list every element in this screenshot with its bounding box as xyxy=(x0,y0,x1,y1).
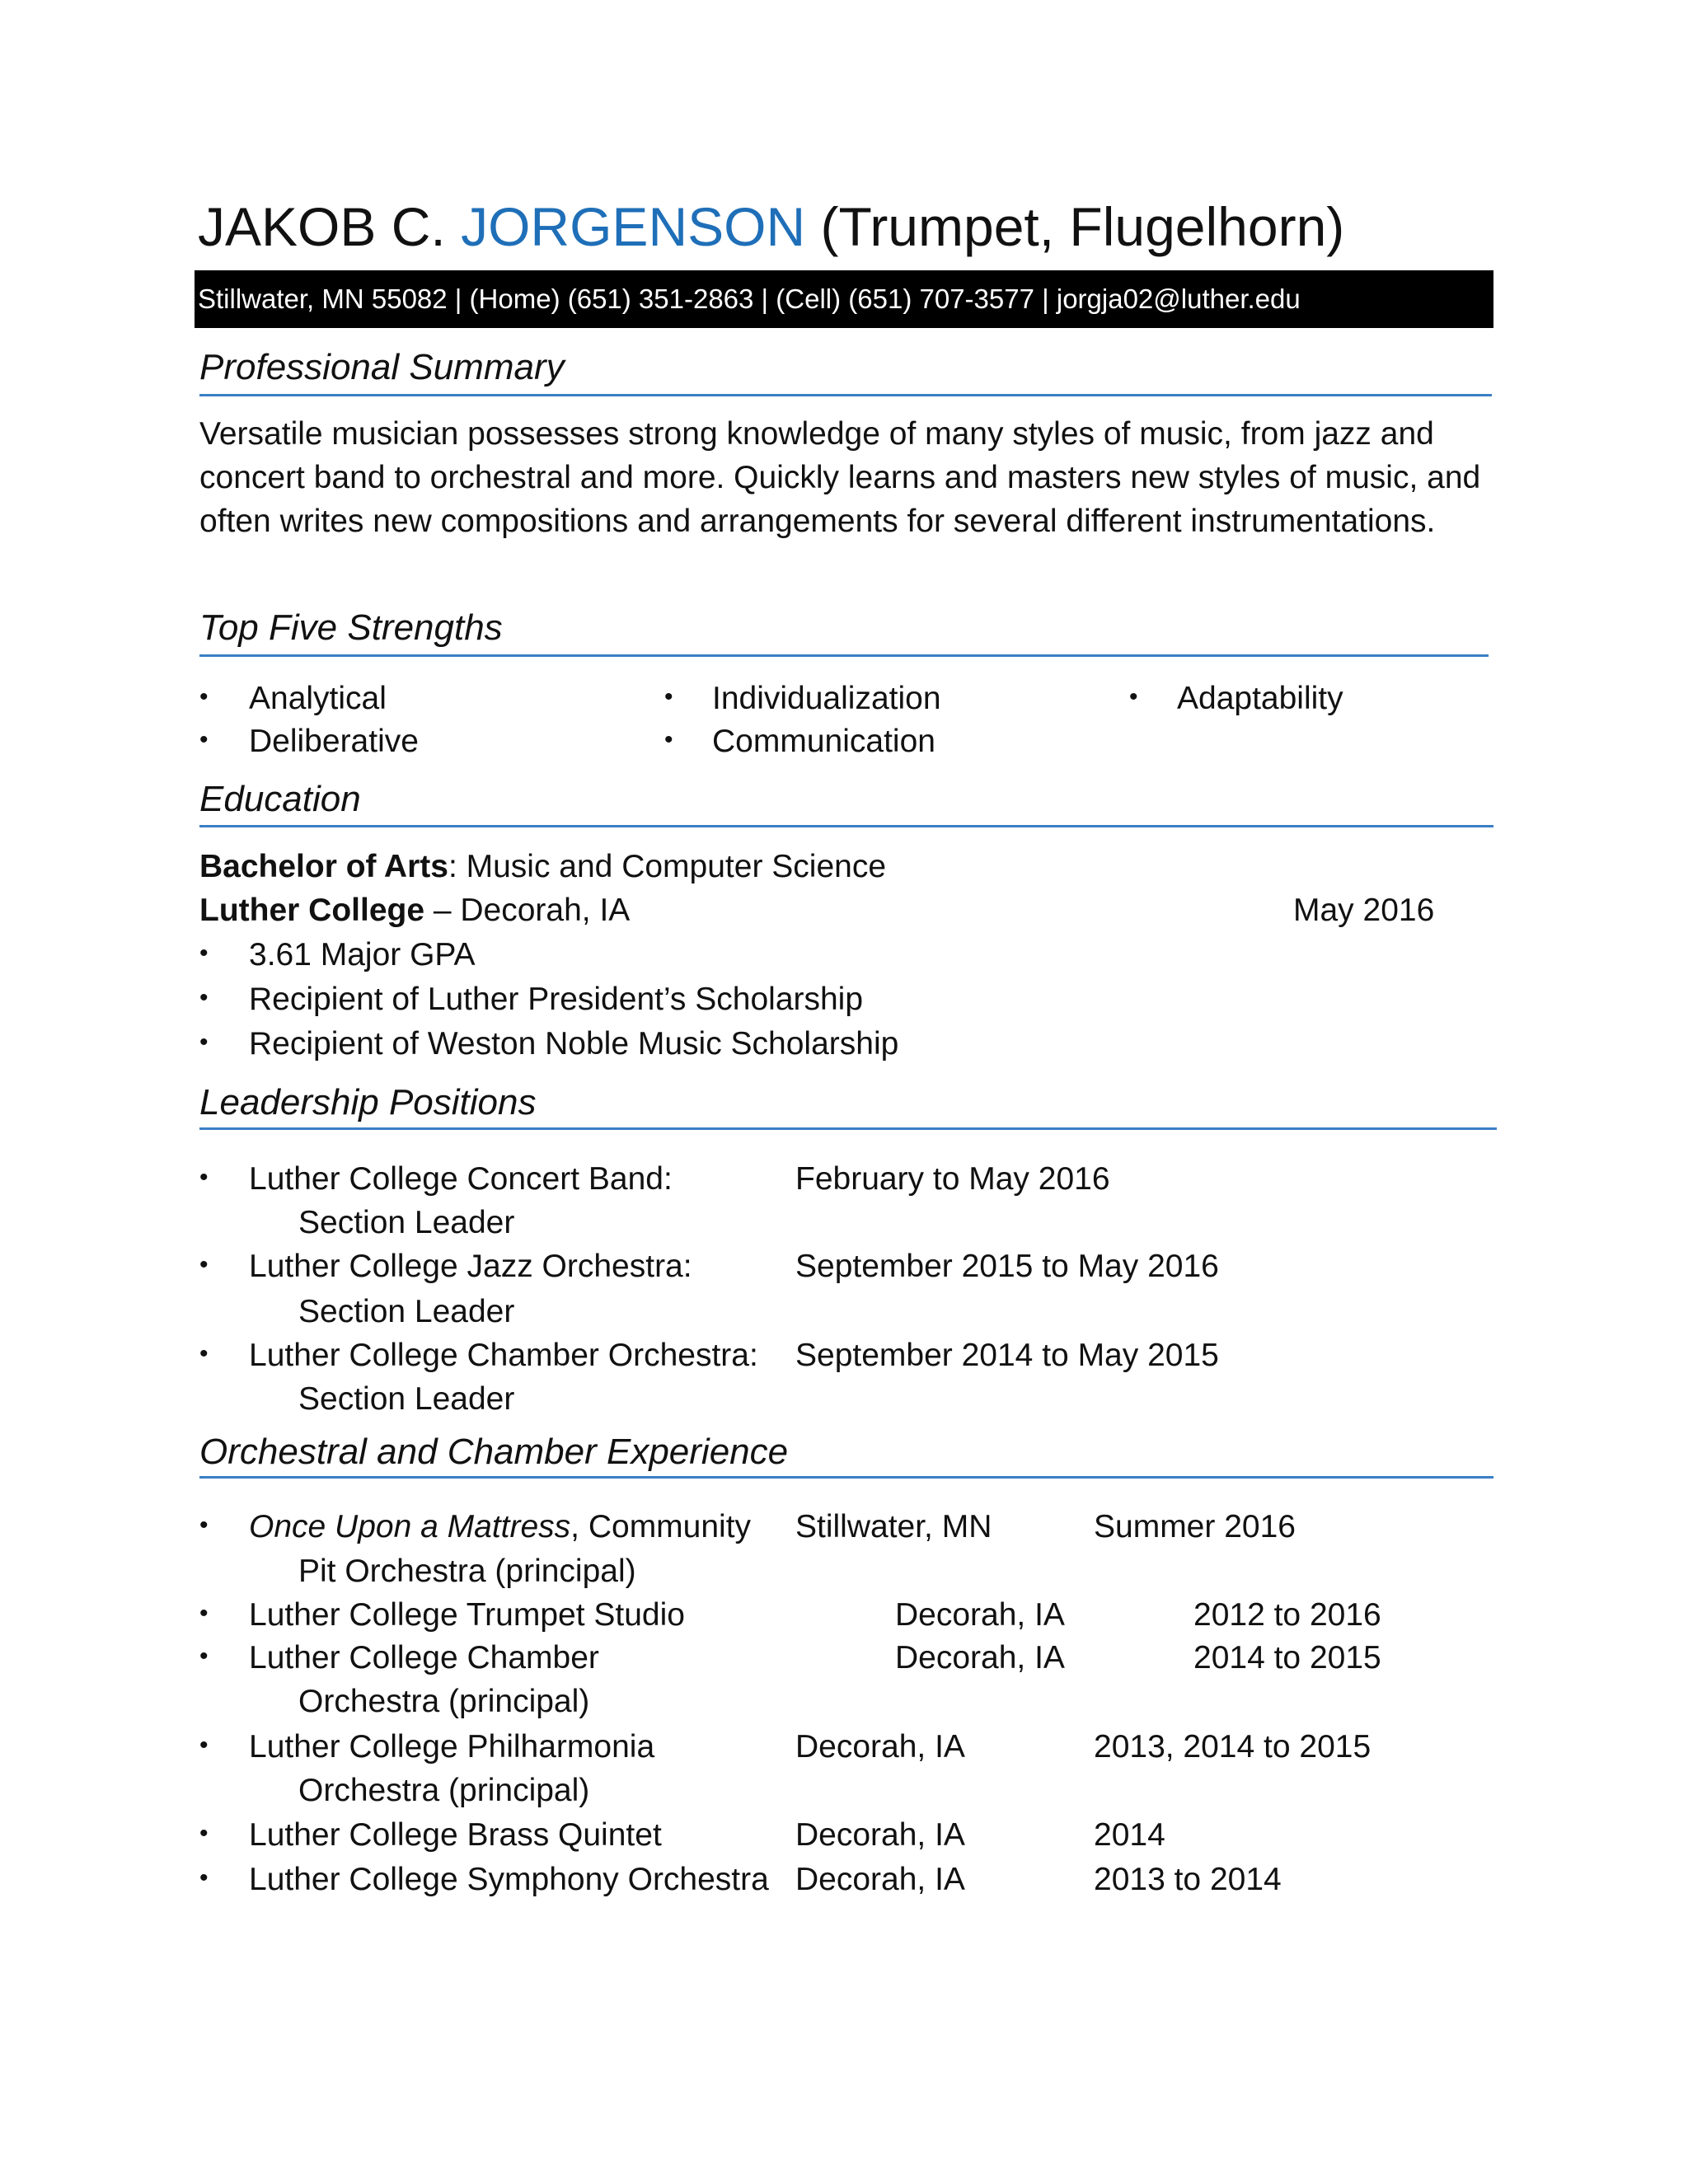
experience-title-line2: Orchestra (principal) xyxy=(298,1684,590,1719)
bullet: • xyxy=(199,1340,209,1367)
leadership-dates: September 2014 to May 2015 xyxy=(795,1338,1219,1373)
bullet: • xyxy=(199,1820,209,1847)
education-date: May 2016 xyxy=(1293,893,1435,928)
bullet: • xyxy=(199,1732,209,1759)
bullet: • xyxy=(199,1864,209,1891)
section-heading-strengths: Top Five Strengths xyxy=(199,607,503,648)
strength-item: Deliberative xyxy=(249,724,419,759)
experience-dates: 2012 to 2016 xyxy=(1193,1597,1381,1633)
experience-title-line2: Orchestra (principal) xyxy=(298,1773,590,1808)
bullet: • xyxy=(199,1251,209,1278)
experience-title: Luther College Brass Quintet xyxy=(249,1817,662,1853)
contact-bar: Stillwater, MN 55082 | (Home) (651) 351-2863 | (Cell) (651) 707-3577 | jorgja02@luther.edu xyxy=(195,270,1493,328)
experience-dates: 2013 to 2014 xyxy=(1094,1862,1282,1897)
bullet: • xyxy=(199,1164,209,1191)
experience-title: Once Upon a Mattress, Community xyxy=(249,1509,752,1544)
degree-label: Bachelor of Arts xyxy=(199,849,448,884)
experience-dates: 2014 xyxy=(1094,1817,1165,1853)
leadership-role: Section Leader xyxy=(298,1294,515,1329)
bullet: • xyxy=(664,726,673,753)
experience-place: Decorah, IA xyxy=(895,1640,1065,1675)
section-rule xyxy=(199,1127,1497,1130)
bullet: • xyxy=(199,1029,209,1056)
bullet: • xyxy=(199,683,209,710)
bullet: • xyxy=(199,726,209,753)
experience-place: Decorah, IA xyxy=(795,1729,965,1765)
experience-title: Luther College Symphony Orchestra xyxy=(249,1862,769,1897)
school-label: Luther College xyxy=(199,893,425,928)
strength-item: Individualization xyxy=(712,681,941,716)
experience-title-line2: Pit Orchestra (principal) xyxy=(298,1554,636,1589)
leadership-dates: February to May 2016 xyxy=(795,1161,1110,1197)
last-name: JORGENSON xyxy=(461,196,806,257)
leadership-org: Luther College Concert Band: xyxy=(249,1161,673,1197)
section-rule xyxy=(199,654,1489,657)
experience-title: Luther College Philharmonia xyxy=(249,1729,655,1765)
strength-item: Adaptability xyxy=(1177,681,1343,716)
experience-title: Luther College Trumpet Studio xyxy=(249,1597,685,1633)
strength-item: Communication xyxy=(712,724,935,759)
section-heading-leadership: Leadership Positions xyxy=(199,1082,537,1122)
instruments: (Trumpet, Flugelhorn) xyxy=(820,196,1345,257)
experience-title: Luther College Chamber xyxy=(249,1640,599,1675)
experience-place: Decorah, IA xyxy=(895,1597,1065,1633)
education-bullet: Recipient of Luther President’s Scholarship xyxy=(249,982,864,1017)
bullet: • xyxy=(199,1643,209,1670)
degree-detail: : Music and Computer Science xyxy=(448,849,887,884)
leadership-role: Section Leader xyxy=(298,1381,515,1417)
production-title: Once Upon a Mattress xyxy=(249,1509,571,1544)
experience-place: Stillwater, MN xyxy=(795,1509,992,1544)
experience-dates: 2013, 2014 to 2015 xyxy=(1094,1729,1372,1765)
bullet: • xyxy=(664,683,673,710)
bullet: • xyxy=(1129,683,1138,710)
bullet: • xyxy=(199,984,209,1011)
section-heading-summary: Professional Summary xyxy=(199,347,565,387)
section-rule xyxy=(199,825,1493,827)
leadership-dates: September 2015 to May 2016 xyxy=(795,1249,1219,1284)
summary-text: Versatile musician possesses strong knowledge of many styles of music, from jazz and concert band to orchestral and more. Quickly learns and masters new styles of music, and often writes new compositions and arrangements for several different instrumentations. xyxy=(199,416,1481,539)
section-heading-experience: Orchestral and Chamber Experience xyxy=(199,1432,789,1472)
leadership-org: Luther College Jazz Orchestra: xyxy=(249,1249,692,1284)
school-line xyxy=(199,894,630,926)
experience-place: Decorah, IA xyxy=(795,1862,965,1897)
bullet: • xyxy=(199,1600,209,1627)
strength-item: Analytical xyxy=(249,681,387,716)
leadership-role: Section Leader xyxy=(298,1205,515,1240)
experience-dates: 2014 to 2015 xyxy=(1193,1640,1381,1675)
section-heading-education: Education xyxy=(199,779,361,819)
education-bullet: Recipient of Weston Noble Music Scholarship xyxy=(249,1026,899,1062)
bullet: • xyxy=(199,1511,209,1539)
school-location: – Decorah, IA xyxy=(424,893,631,928)
resume-title xyxy=(198,196,1345,257)
section-rule xyxy=(199,394,1492,396)
experience-dates: Summer 2016 xyxy=(1094,1509,1296,1544)
experience-place: Decorah, IA xyxy=(795,1817,965,1853)
section-rule xyxy=(199,1476,1493,1479)
leadership-org: Luther College Chamber Orchestra: xyxy=(249,1338,758,1373)
first-name: JAKOB C. xyxy=(198,196,446,257)
bullet: • xyxy=(199,940,209,967)
education-bullet: 3.61 Major GPA xyxy=(249,937,476,972)
degree-line xyxy=(199,851,886,883)
